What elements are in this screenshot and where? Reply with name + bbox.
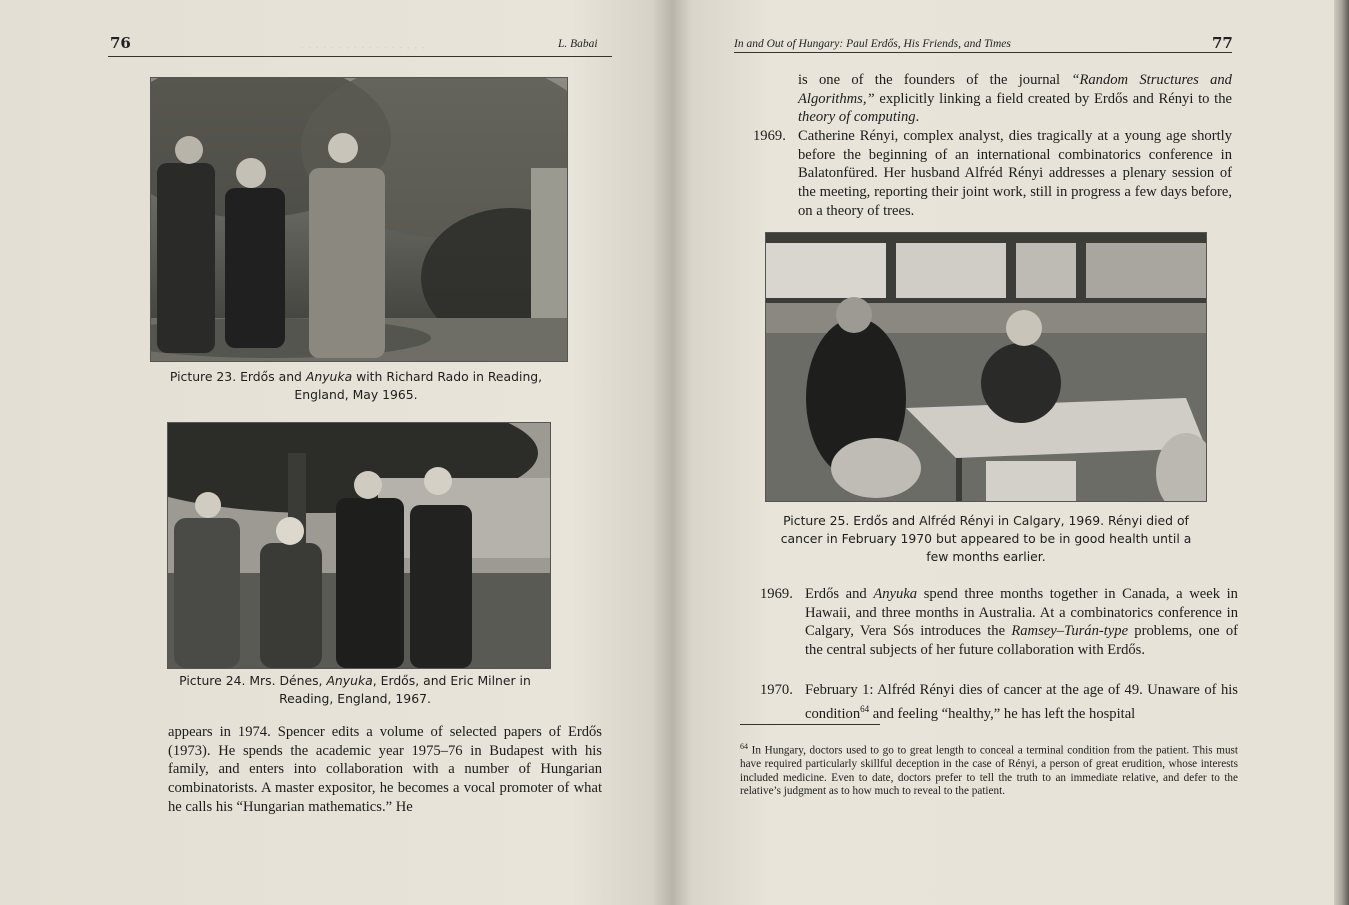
caption-text: Picture 23. Erdős and: [169, 369, 306, 384]
page-edge: [1334, 0, 1349, 905]
body-text: appears in 1974. Spencer edits a volume of selected papers of Erdős (1973). He spends the academic year 1975–76 in Budapest with his family, and enters into collaboration with a number of Hungarian combinatorists. A master expositor, he becomes a vocal promoter of what he calls his “Hungarian mathematics.” He: [168, 724, 602, 815]
timeline-entry: [760, 585, 1238, 660]
photo-picture-24: [167, 422, 551, 669]
journal-title: “Random Structures and Algorithms,”: [798, 72, 1232, 107]
text-run: February 1: Alfréd Rényi dies of cancer at the age of 49. Unaware of his condition: [805, 682, 1238, 722]
timeline-entry: [760, 681, 1238, 723]
page-number: 77: [1212, 34, 1233, 52]
text-run: spend three months together in Canada, a week in Hawaii, and three months in Australia. At a combinatorics conference in Calgary, Vera Sós introduces the: [805, 586, 1238, 640]
text-run: is one of the founders of the journal: [798, 72, 1072, 88]
picture-25-caption: Picture 25. Erdős and Alfréd Rényi in Calgary, 1969. Rényi died of cancer in February 1970 but appeared to be in good health until a few months earlier.: [780, 513, 1192, 564]
footnote-number: 64: [740, 742, 748, 751]
text-run: Erdős and: [805, 586, 874, 602]
photo-picture-23: [150, 77, 568, 362]
text-run: explicitly linking a field created by Erdős and Rényi to the: [874, 90, 1232, 107]
caption-text: with Richard Rado in Reading,: [352, 369, 543, 384]
picture-24-caption: [140, 672, 570, 708]
footnote-rule: [740, 724, 880, 725]
footnote-text: In Hungary, doctors used to go to great length to conceal a terminal condition from the patient. This must have required particularly skillful deception in the case of Rényi, a person of great erudition, whose interests included medicine. Even to date, doctors prefer to tell the truth to an immediate relative, and defer to the relative’s judgment as to how much to reveal to the patient.: [740, 744, 1238, 798]
running-head: In and Out of Hungary: Paul Erdős, His Friends, and Times: [734, 38, 1011, 50]
timeline-entry-1969-a: [753, 127, 1232, 221]
text-run: .: [915, 109, 920, 126]
timeline-entry-1970: [760, 681, 1238, 723]
entry-year: 1969.: [753, 128, 786, 144]
timeline-entry-1969-b: [760, 585, 1238, 660]
emphasis: theory of computing: [798, 109, 916, 126]
left-page: [0, 0, 672, 905]
footnote-64: [740, 740, 1238, 799]
header-rule: [108, 56, 612, 57]
intro-text: [798, 71, 1232, 127]
emphasis: Anyuka: [873, 586, 918, 602]
right-page: [672, 0, 1334, 905]
entry-year: 1970.: [760, 682, 793, 698]
intro-paragraph: [798, 71, 1232, 127]
running-head: L. Babai: [558, 38, 598, 50]
footnote-marker: 64: [860, 703, 870, 714]
header-rule: [734, 52, 1232, 53]
caption-emphasis: Anyuka: [305, 369, 353, 384]
entry-text: Catherine Rényi, complex analyst, dies tragically at a young age shortly before the beginning of an international combinatorics conference in Balatonfüred. Her husband Alfréd Rényi addresses a plenary session of the meeting, reporting their joint work, still in progress a few days before, on a theory of trees.: [798, 128, 1232, 219]
caption-text: England, May 1965.: [294, 387, 418, 402]
left-body-paragraph: [168, 723, 602, 817]
picture-23-caption: [130, 368, 582, 404]
emphasis: Ramsey–Turán-type: [1011, 623, 1129, 640]
caption-text: Picture 24. Mrs. Dénes,: [179, 673, 327, 688]
entry-year: 1969.: [760, 586, 793, 602]
timeline-entry: [753, 127, 1232, 221]
page-number: 76: [110, 34, 131, 52]
caption-text: , Erdős, and Eric Milner in: [372, 673, 531, 688]
caption-emphasis: Anyuka: [326, 673, 373, 688]
photo-picture-25: [765, 232, 1207, 502]
show-through-text: · · · · · · · · · · · · · · · · ·: [300, 40, 426, 55]
caption-text: Reading, England, 1967.: [279, 691, 431, 706]
text-run: and feeling “healthy,” he has left the hospital: [869, 705, 1136, 722]
text-run: problems, one of the central subjects of her future collaboration with Erdős.: [805, 623, 1238, 659]
